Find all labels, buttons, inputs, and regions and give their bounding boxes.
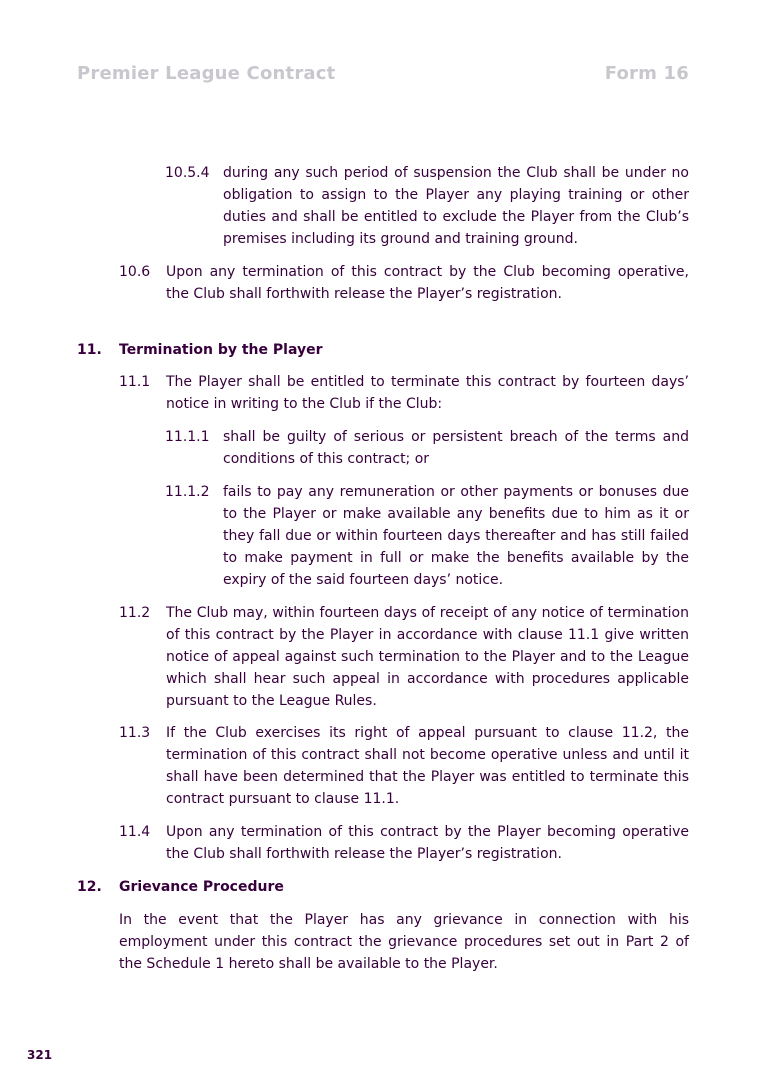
clause-number: 11.3 [119,725,151,741]
clause-number: 11.2 [119,605,151,621]
clause-text: The Club may, within fourteen days of receipt of any notice of termination of this contract by the Player in accordance with clause 11.1 give written notice of appeal against such termination to the Player and to the League which shall hear such appeal in accordance with procedures applicable pursuant to the League Rules. [166,605,689,709]
clause-number: 11.1.2 [165,484,210,500]
page-number: 321 [27,1048,53,1062]
clause-text: fails to pay any remuneration or other payments or bonuses due to the Player or make available any benefits due to him as it or they fall due or within fourteen days thereafter and has still failed to make payment in full or make the benefits available by the expiry of the said fourteen days’ notice. [223,484,689,588]
section-number: 12. [77,879,102,895]
clause-text: The Player shall be entitled to terminate this contract by fourteen days’ notice in writing to the Club if the Club: [166,374,689,412]
clause-text: shall be guilty of serious or persistent breach of the terms and conditions of this contract; or [223,429,689,467]
clause-text: Upon any termination of this contract by the Club becoming operative, the Club shall forthwith release the Player’s registration. [166,264,689,302]
clause-number: 10.6 [119,264,151,280]
clause-text: If the Club exercises its right of appeal pursuant to clause 11.2, the termination of this contract shall not become operative unless and until it shall have been determined that the Player was entitled to terminate this contract pursuant to clause 11.1. [166,725,689,807]
section-number: 11. [77,342,102,358]
clause-number: 11.1.1 [165,429,210,445]
clause-number: 11.1 [119,374,151,390]
section-body: In the event that the Player has any grievance in connection with his employment under this contract the grievance procedures set out in Part 2 of the Schedule 1 hereto shall be available to the Player. [119,912,689,972]
clause-text: Upon any termination of this contract by the Player becoming operative the Club shall forthwith release the Player’s registration. [166,824,689,862]
section-heading: Termination by the Player [119,342,323,358]
clause-text: during any such period of suspension the Club shall be under no obligation to assign to the Player any playing training or other duties and shall be entitled to exclude the Player from the Club’s premises including its ground and training ground. [223,165,689,247]
clause-number: 10.5.4 [165,165,210,181]
document-title: Premier League Contract [77,63,336,84]
section-heading: Grievance Procedure [119,879,284,895]
clause-number: 11.4 [119,824,151,840]
form-label: Form 16 [604,63,689,84]
